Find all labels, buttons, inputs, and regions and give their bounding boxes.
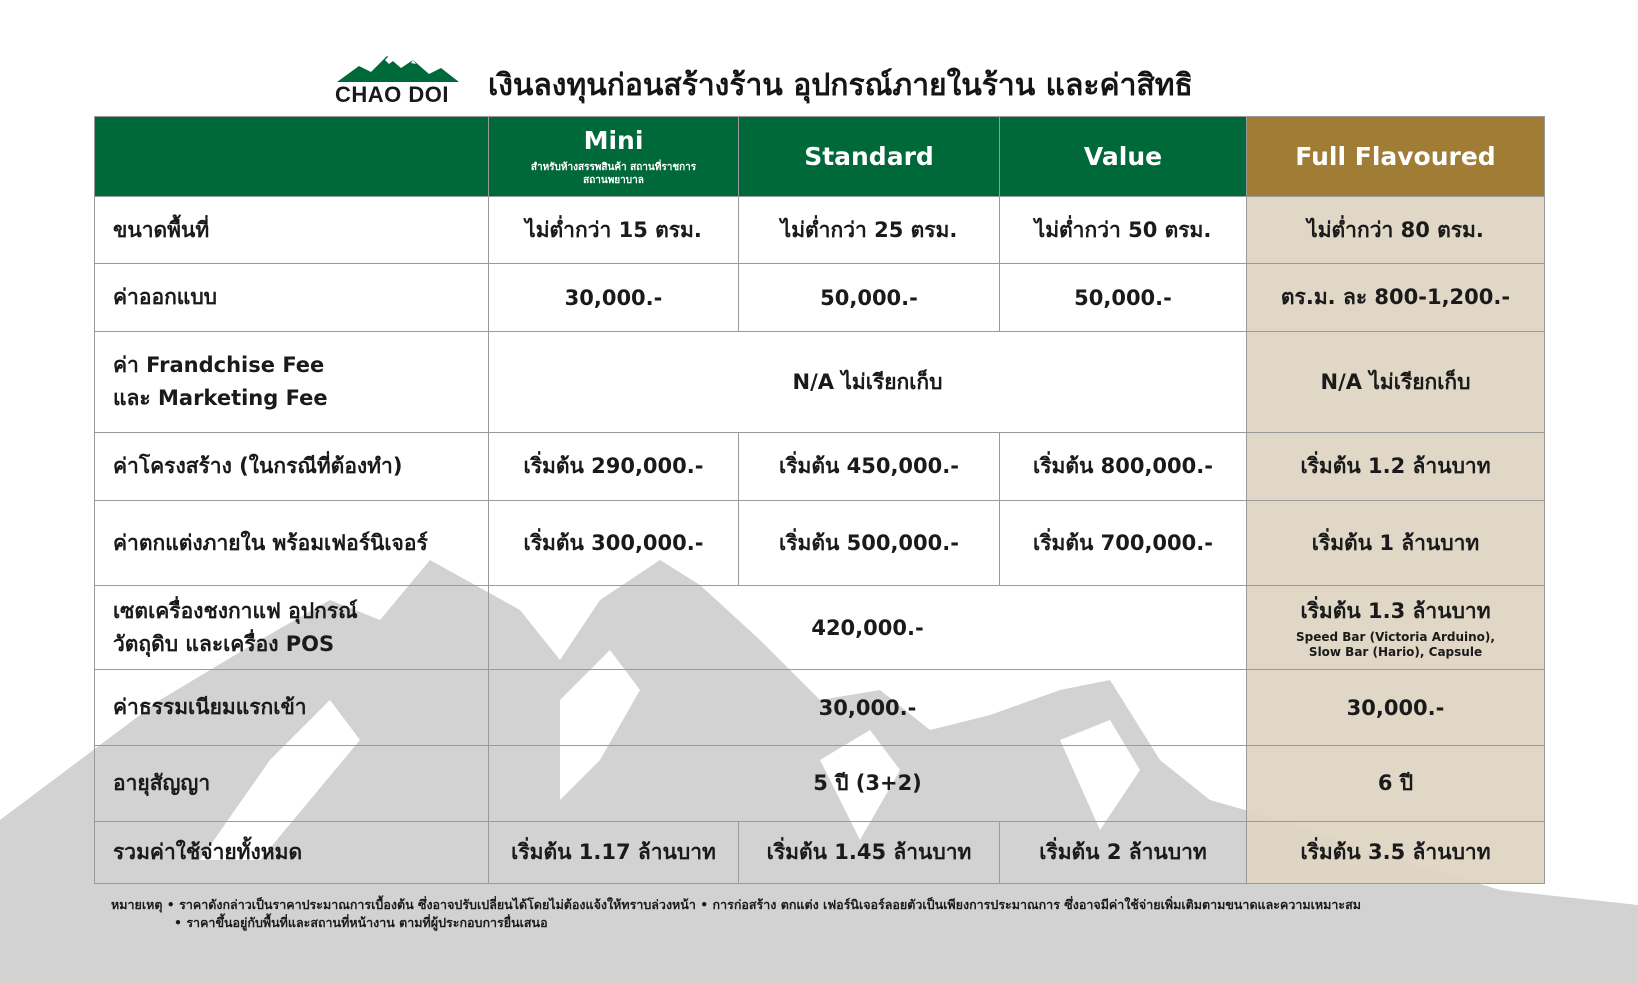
cell-full [1247, 586, 1545, 670]
cell-mini: เริ่มต้น 290,000.- [489, 433, 739, 501]
table-row-structure [95, 433, 1545, 501]
header-sublabel: สำหรับห้างสรรพสินค้า สถานที่ราชการ สถานพยาบาล [530, 161, 697, 186]
table-row-total [95, 822, 1545, 884]
footnote-line: • ราคาขึ้นอยู่กับพื้นที่และสถานที่หน้างาน ตามที่ผู้ประกอบการยื่นเสนอ [174, 915, 548, 930]
row-label: ค่าตกแต่งภายใน พร้อมเฟอร์นิเจอร์ [95, 501, 489, 586]
cell-value: เริ่มต้น 2 ล้านบาท [1000, 822, 1247, 884]
cell-full-sub: Speed Bar (Victoria Arduino), [1296, 630, 1495, 644]
cell-standard: เริ่มต้น 1.45 ล้านบาท [739, 822, 1000, 884]
header-label: Full Flavoured [1295, 141, 1496, 171]
header-label: Standard [804, 141, 934, 171]
cell-full: เริ่มต้น 1 ล้านบาท [1247, 501, 1545, 586]
header-empty-cell [95, 117, 489, 197]
row-label: ค่าธรรมเนียมแรกเข้า [95, 670, 489, 746]
chao-doi-logo [333, 52, 463, 107]
table-header-row [95, 117, 1545, 197]
cell-standard: เริ่มต้น 500,000.- [739, 501, 1000, 586]
cell-standard: เริ่มต้น 450,000.- [739, 433, 1000, 501]
header-standard [739, 117, 1000, 197]
cell-full: 6 ปี [1247, 746, 1545, 822]
row-label: ขนาดพื้นที่ [95, 197, 489, 264]
cell-value: เริ่มต้น 700,000.- [1000, 501, 1247, 586]
cell-standard: 50,000.- [739, 264, 1000, 332]
cell-full: เริ่มต้น 3.5 ล้านบาท [1247, 822, 1545, 884]
row-label [95, 586, 489, 670]
cell-mini: 30,000.- [489, 264, 739, 332]
table-row-entry-fee [95, 670, 1545, 746]
header-label: Value [1083, 141, 1163, 171]
row-label [95, 332, 489, 433]
cell-mini: ไม่ต่ำกว่า 15 ตรม. [489, 197, 739, 264]
cell-value: 50,000.- [1000, 264, 1247, 332]
cell-value: ไม่ต่ำกว่า 50 ตรม. [1000, 197, 1247, 264]
investment-table [94, 116, 1545, 884]
row-label-line: และ Marketing Fee [113, 386, 328, 410]
row-label-line: ค่า Frandchise Fee [113, 353, 325, 377]
table-row-contract [95, 746, 1545, 822]
cell-value: เริ่มต้น 800,000.- [1000, 433, 1247, 501]
header-value [1000, 117, 1247, 197]
cell-full: ไม่ต่ำกว่า 80 ตรม. [1247, 197, 1545, 264]
row-label-line: เซตเครื่องชงกาแฟ อุปกรณ์ [113, 598, 358, 623]
header-full-flavoured [1247, 117, 1545, 197]
row-label: ค่าออกแบบ [95, 264, 489, 332]
cell-shared: 30,000.- [489, 670, 1247, 746]
cell-shared: 5 ปี (3+2) [489, 746, 1247, 822]
cell-full: เริ่มต้น 1.2 ล้านบาท [1247, 433, 1545, 501]
row-label: อายุสัญญา [95, 746, 489, 822]
cell-full: ตร.ม. ละ 800-1,200.- [1247, 264, 1545, 332]
mountain-logo-icon [337, 52, 459, 84]
cell-shared: N/A ไม่เรียกเก็บ [489, 332, 1247, 433]
table-row-franchise-fee [95, 332, 1545, 433]
footnote [111, 896, 1361, 932]
cell-mini: เริ่มต้น 1.17 ล้านบาท [489, 822, 739, 884]
row-label: ค่าโครงสร้าง (ในกรณีที่ต้องทำ) [95, 433, 489, 501]
cell-mini: เริ่มต้น 300,000.- [489, 501, 739, 586]
footnote-line: หมายเหตุ • ราคาดังกล่าวเป็นราคาประมาณการเบื้องต้น ซึ่งอาจปรับเปลี่ยนได้โดยไม่ต้องแจ้งให้ทราบล่วงหน้า • การก่อสร้าง ตกแต่ง เฟอร์นิเจอร์ลอยตัวเป็นเพียงการประมาณการ ซึ่งอาจมีค่าใช้จ่ายเพิ่มเติมตามขนาดและความเหมาะสม [111, 897, 1361, 912]
header-label: Mini [583, 125, 644, 155]
table-row-area [95, 197, 1545, 264]
header-mini [489, 117, 739, 197]
logo-text: CHAO DOI [335, 82, 449, 107]
row-label: รวมค่าใช้จ่ายทั้งหมด [95, 822, 489, 884]
page-title: เงินลงทุนก่อนสร้างร้าน อุปกรณ์ภายในร้าน และค่าสิทธิ [488, 68, 1193, 103]
cell-full-main: เริ่มต้น 1.3 ล้านบาท [1300, 599, 1491, 623]
table-row-equipment [95, 586, 1545, 670]
table-row-interior [95, 501, 1545, 586]
cell-standard: ไม่ต่ำกว่า 25 ตรม. [739, 197, 1000, 264]
row-label-line: วัตถุดิบ และเครื่อง POS [113, 631, 335, 656]
table-row-design [95, 264, 1545, 332]
cell-full: N/A ไม่เรียกเก็บ [1247, 332, 1545, 433]
cell-full-sub: Slow Bar (Hario), Capsule [1308, 645, 1483, 659]
cell-shared: 420,000.- [489, 586, 1247, 670]
cell-full: 30,000.- [1247, 670, 1545, 746]
